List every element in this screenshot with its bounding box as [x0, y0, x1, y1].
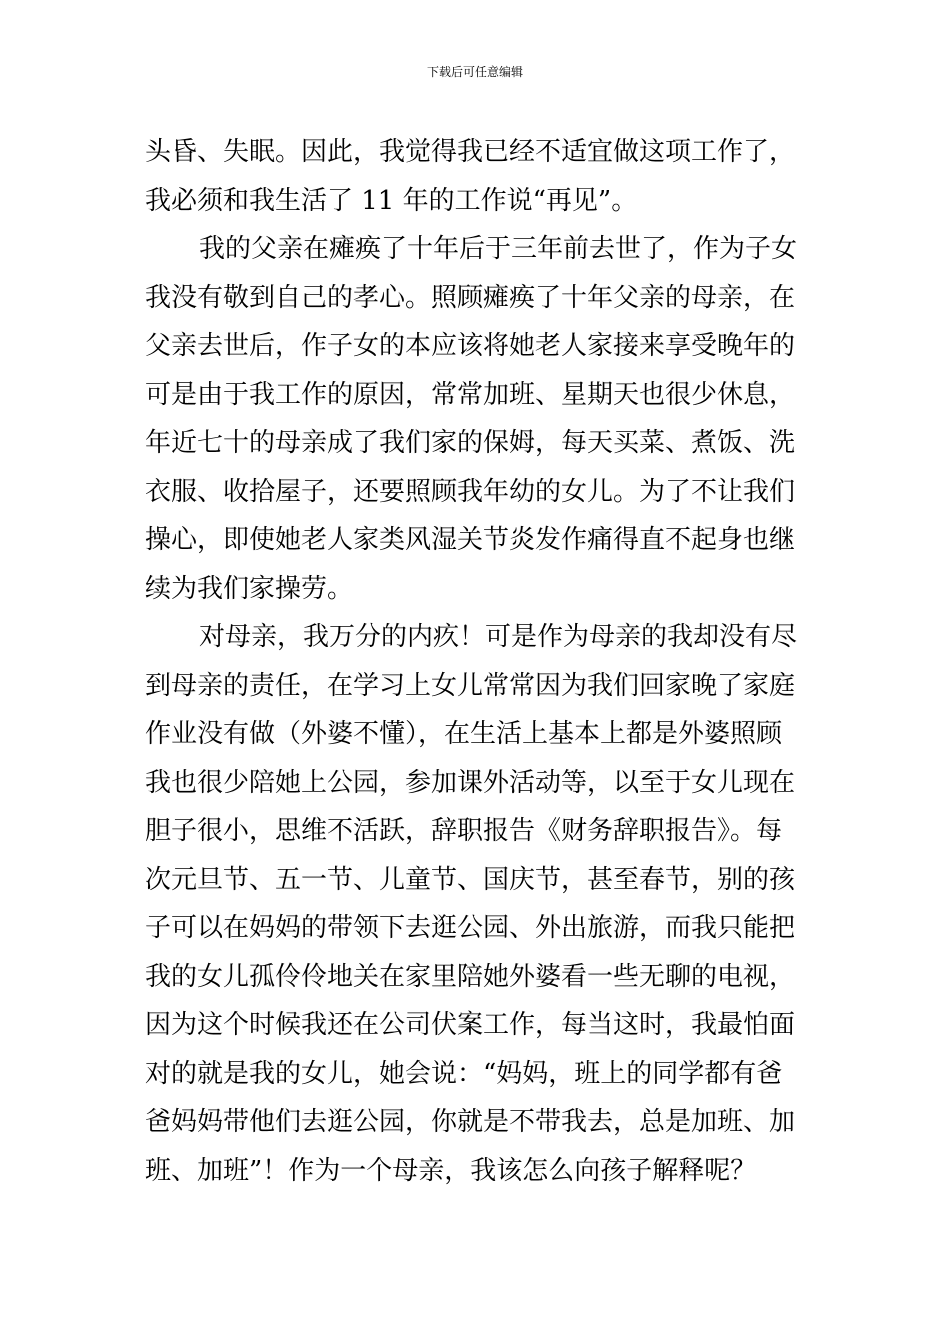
paragraph-2 [145, 225, 807, 613]
text-line: 班、加班”！作为一个母亲，我该怎么向孩子解释呢？ [145, 1155, 757, 1186]
text-line: 年近七十的母亲成了我们家的保姆，每天买菜、煮饭、洗 [145, 428, 796, 458]
text-line: 次元旦节、五一节、儿童节、国庆节，甚至春节，别的孩 [145, 864, 796, 895]
text-line: 胆子很小，思维不活跃，辞职报告《财务辞职报告》。每 [145, 816, 783, 846]
text-line: 我没有敬到自己的孝心。照顾瘫痪了十年父亲的母亲，在 [145, 282, 796, 313]
text-line: 父亲去世后，作子女的本应该将她老人家接来享受晚年的 [145, 331, 796, 361]
text-line: 子可以在妈妈的带领下去逛公园、外出旅游，而我只能把 [145, 913, 796, 943]
text-line: 我也很少陪她上公园，参加课外活动等，以至于女儿现在 [145, 767, 796, 798]
text-line: 爸妈妈带他们去逛公园，你就是不带我去，总是加班、加 [145, 1107, 796, 1137]
text-line: 我必须和我生活了 11 年的工作说“再见”。 [145, 185, 638, 216]
document-body [145, 128, 807, 1195]
text-line: 续为我们家操劳。 [145, 573, 354, 604]
paragraph-1 [145, 128, 807, 225]
paragraph-3 [145, 613, 807, 1195]
text-line: 因为这个时候我还在公司伏案工作，每当这时，我最怕面 [145, 1010, 796, 1040]
text-line: 作业没有做（外婆不懂），在生活上基本上都是外婆照顾 [145, 719, 783, 749]
text-line: 可是由于我工作的原因，常常加班、星期天也很少休息， [145, 379, 796, 410]
text-line: 对的就是我的女儿，她会说：“妈妈，班上的同学都有爸 [145, 1058, 783, 1089]
text-line: 头昏、失眠。因此，我觉得我已经不适宜做这项工作了， [145, 137, 796, 167]
text-line: 到母亲的责任，在学习上女儿常常因为我们回家晚了家庭 [145, 670, 796, 701]
text-line: 衣服、收拾屋子，还要照顾我年幼的女儿。为了不让我们 [145, 476, 796, 507]
text-line: 我的父亲在瘫痪了十年后于三年前去世了，作为子女 [199, 234, 798, 264]
text-line: 操心，即使她老人家类风湿关节炎发作痛得直不起身也继 [145, 525, 796, 555]
text-line: 我的女儿孤伶伶地关在家里陪她外婆看一些无聊的电视， [145, 961, 796, 992]
text-line: 对母亲，我万分的内疚！可是作为母亲的我却没有尽 [199, 622, 798, 652]
page-header-note: 下载后可任意编辑 [426, 65, 523, 79]
